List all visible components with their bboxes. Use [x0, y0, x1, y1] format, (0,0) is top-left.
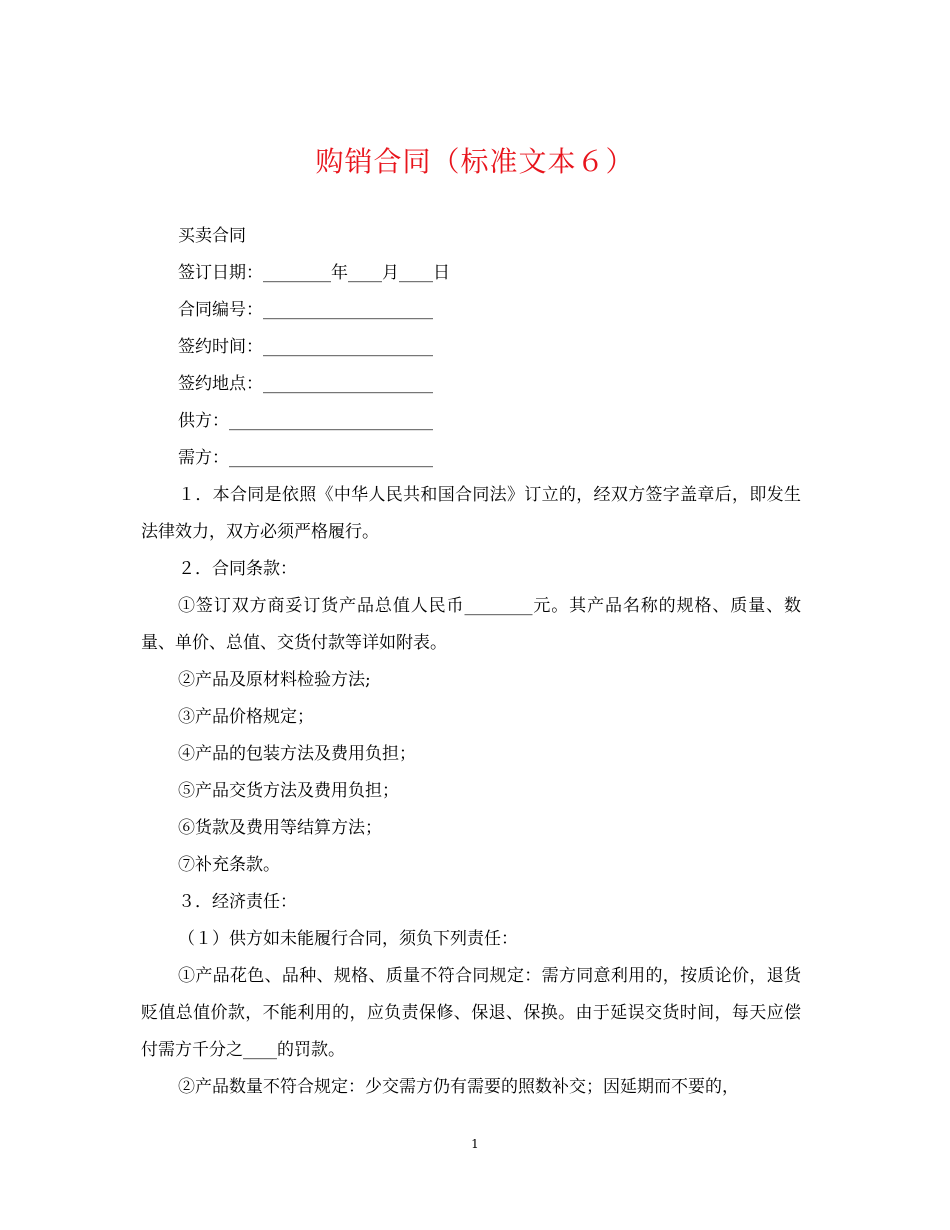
signing-date-line: 签订日期：________年____月____日: [178, 263, 450, 283]
supplier-line: 供方：________________________: [178, 411, 433, 431]
contract-type-line: 买卖合同: [178, 226, 246, 246]
clause-3-item: ②产品数量不符合规定：少交需方仍有需要的照数补交；因延期而不要的，: [178, 1077, 739, 1097]
clause-1: １．本合同是依照《中华人民共和国合同法》订立的，经双方签字盖章后，即发生法律效力，双方必须严格履行。: [141, 485, 801, 542]
clause-2-item: ⑤产品交货方法及费用负担；: [178, 781, 399, 801]
page-number: 1: [471, 1137, 479, 1151]
buyer-line: 需方：________________________: [178, 448, 433, 468]
document-body: [141, 218, 801, 1106]
clause-2-item: ④产品的包装方法及费用负担；: [178, 744, 416, 764]
signing-place-line: 签约地点：____________________: [178, 374, 433, 394]
clause-2-item: ⑦补充条款。: [178, 855, 280, 875]
clause-3-subheading: （１）供方如未能履行合同，须负下列责任：: [178, 929, 518, 949]
clause-3-item: ①产品花色、品种、规格、质量不符合同规定：需方同意利用的，按质论价，退货贬值总值价款，不能利用的，应负责保修、保退、保换。由于延误交货时间，每天应偿付需方千分之____的罚款。: [141, 966, 801, 1060]
clause-2-item: ③产品价格规定；: [178, 707, 314, 727]
document-title: 购销合同（标准文本６）: [315, 145, 635, 178]
clause-2-heading: ２．合同条款：: [178, 559, 297, 579]
clause-2-item: ②产品及原材料检验方法;: [178, 670, 371, 690]
clause-3-heading: ３．经济责任：: [178, 892, 297, 912]
signing-time-line: 签约时间：____________________: [178, 337, 433, 357]
clause-2-item: ⑥货款及费用等结算方法；: [178, 818, 382, 838]
clause-2-item: ①签订双方商妥订货产品总值人民币________元。其产品名称的规格、质量、数量、单价、总值、交货付款等详如附表。: [141, 596, 801, 653]
contract-number-line: 合同编号：____________________: [178, 300, 433, 320]
